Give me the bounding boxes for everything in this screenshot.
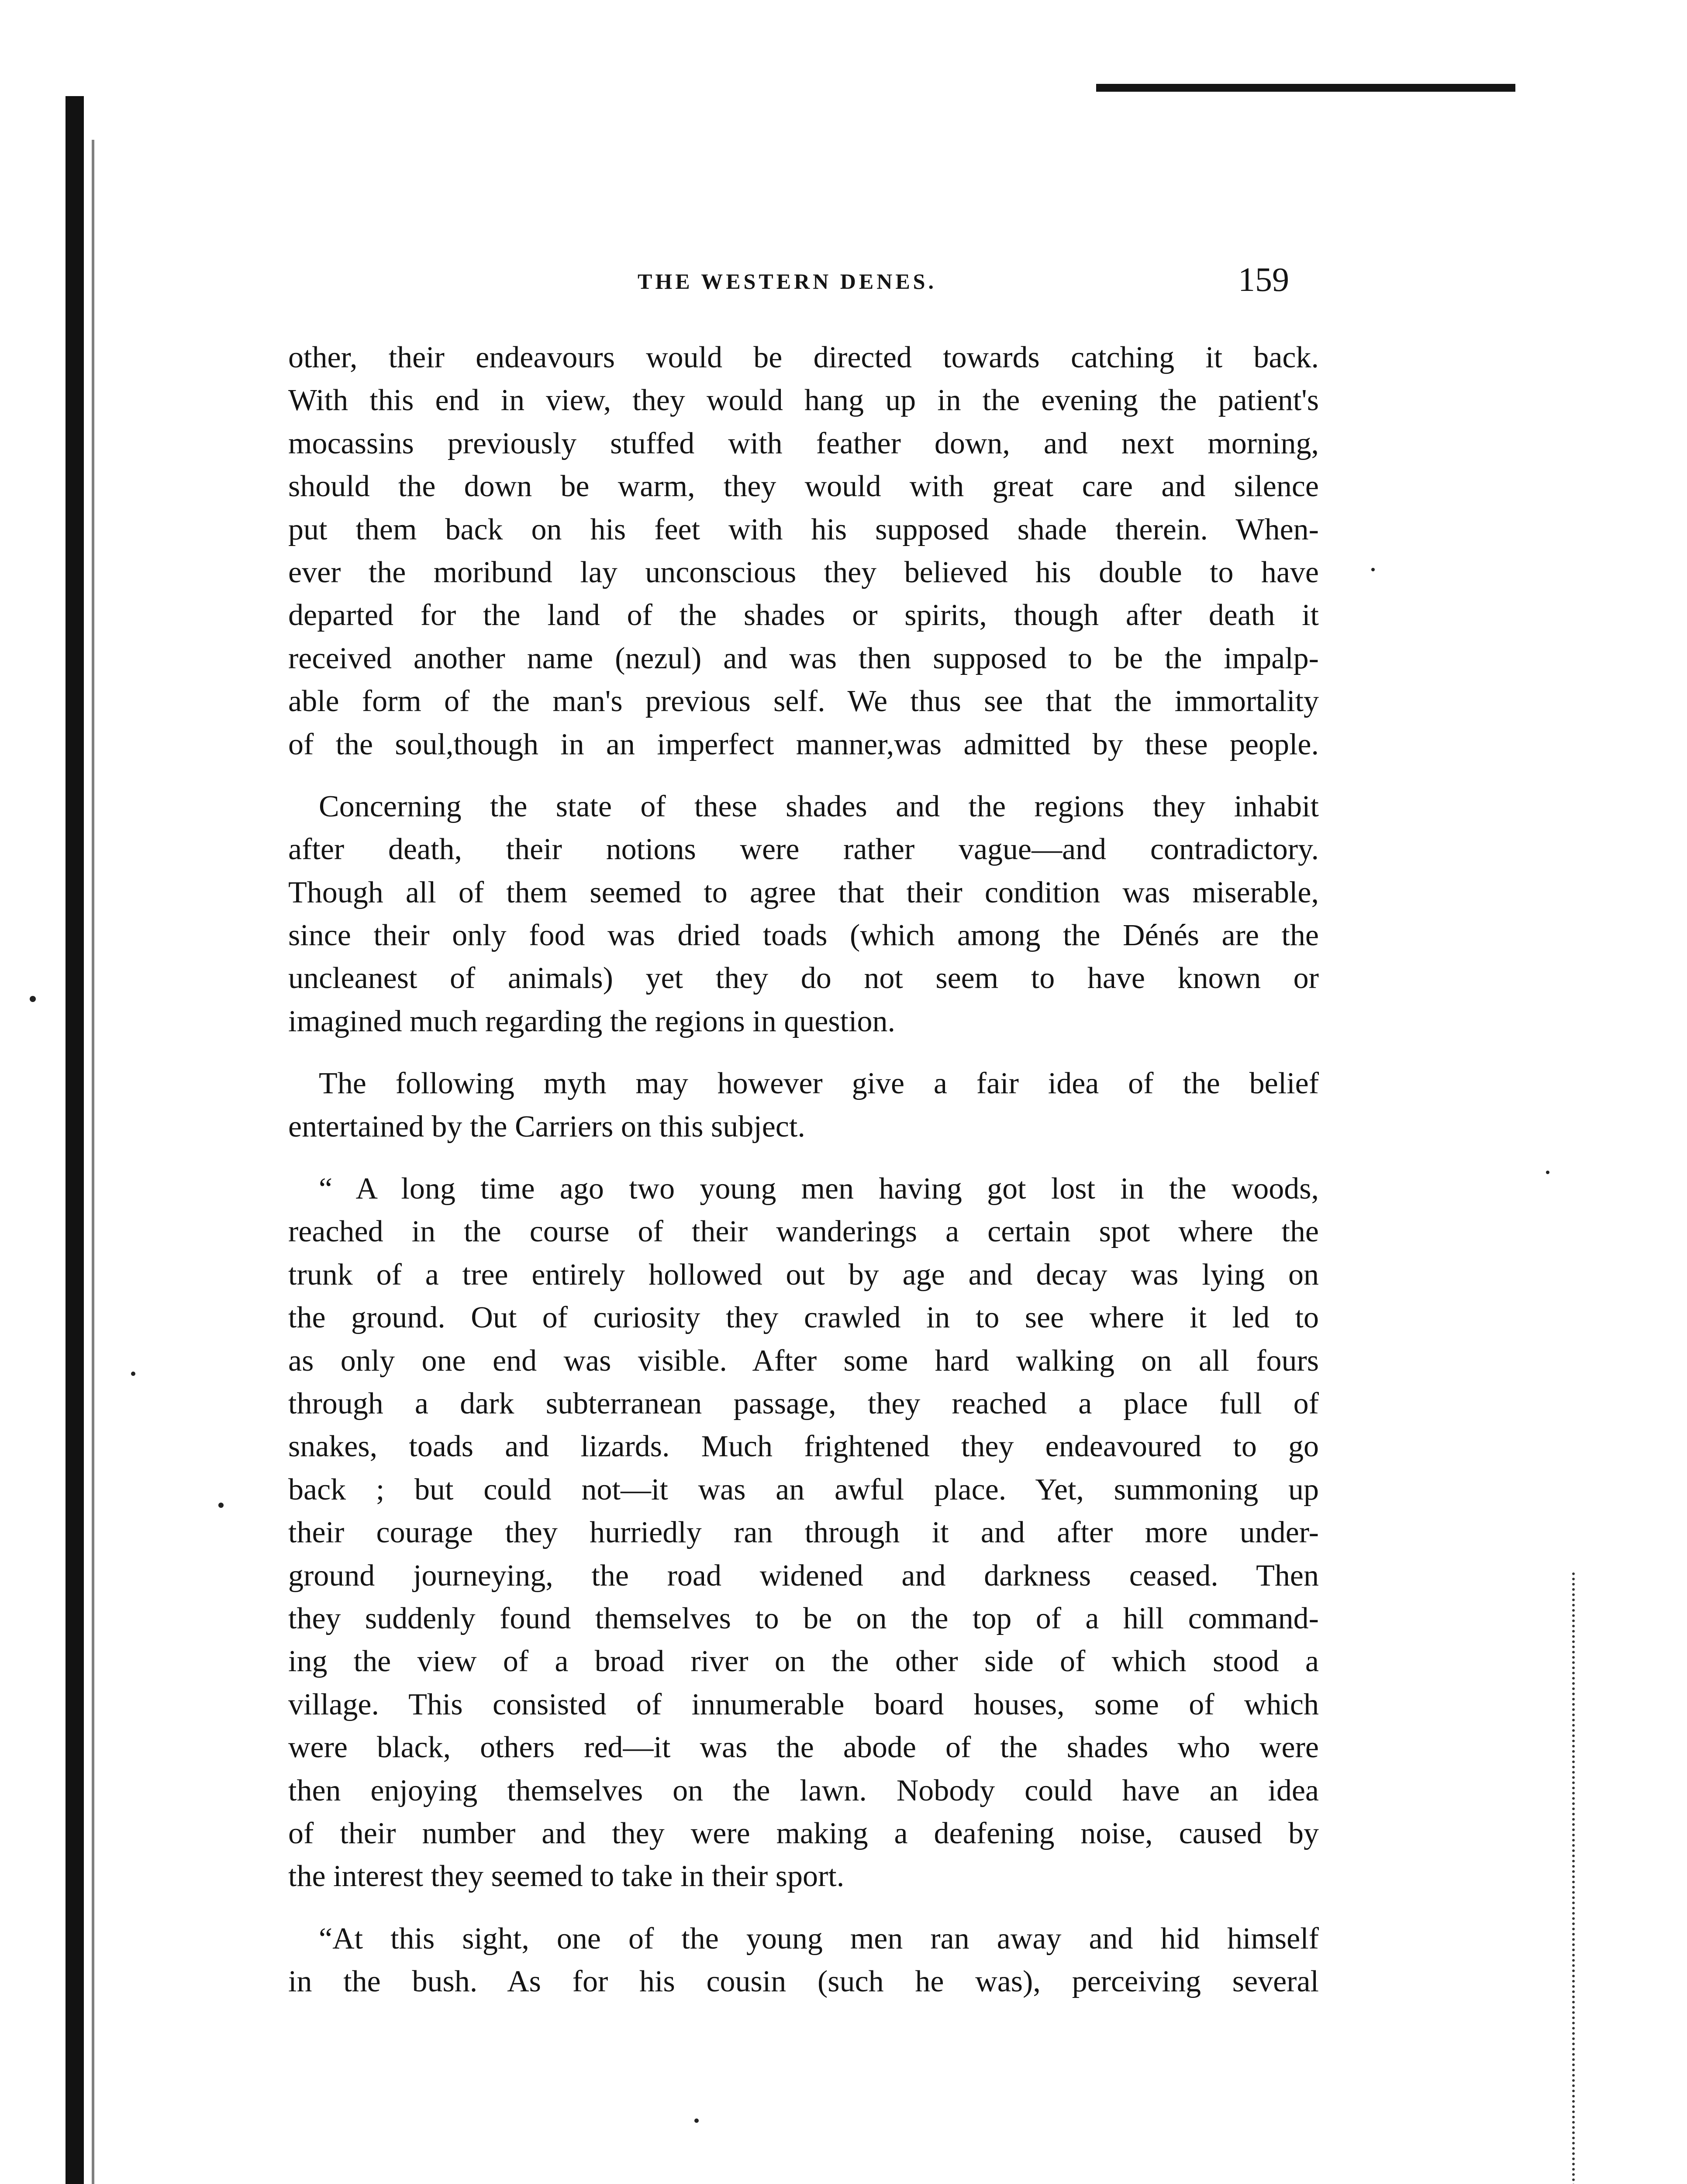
scan-speck [694,2118,699,2123]
text-line: village. This consisted of innumerable board houses, some of which [288,1687,1319,1721]
text-line: snakes, toads and lizards. Much frightened they endeavoured to go [288,1430,1319,1464]
text-line: The following myth may however give a fair idea of the belief [319,1067,1319,1101]
text-line: ing the view of a broad river on the other side of which stood a [288,1645,1319,1679]
text-line: entertained by the Carriers on this subject. [288,1109,805,1144]
running-head: THE WESTERN DENES. [638,269,937,294]
text-line: in the bush. As for his cousin (such he was), perceiving several [288,1965,1319,1999]
text-line: Though all of them seemed to agree that their condition was miserable, [288,875,1319,909]
text-line: other, their endeavours would be directed towards catching it back. [288,341,1319,374]
text-line: should the down be warm, they would with great care and silence [288,470,1319,504]
text-line: Concerning the state of these shades and the regions they inhabit [319,789,1319,823]
text-line: of their number and they were making a deafening noise, caused by [288,1816,1319,1850]
scan-binding-edge [66,96,84,2184]
page-number: 159 [1238,260,1289,298]
scan-binding-shadow [92,140,94,2184]
text-line: of the soul,though in an imperfect manner,was admitted by these people. [288,727,1319,761]
text-line: able form of the man's previous self. We thus see that the immortality [288,684,1319,719]
text-line: ever the moribund lay unconscious they believed his double to have [288,555,1319,589]
scan-right-edge [1572,1572,1577,2184]
scan-speck [30,996,36,1002]
scan-speck [1371,568,1375,571]
text-line: mocassins previously stuffed with feather down, and next morning, [288,426,1319,460]
text-line: since their only food was dried toads (which among the Dénés are the [288,919,1319,953]
text-line: then enjoying themselves on the lawn. Nobody could have an idea [288,1773,1319,1807]
text-line: were black, others red—it was the abode of the shades who were [288,1731,1319,1765]
text-line: the ground. Out of curiosity they crawled in to see where it led to [288,1301,1319,1335]
paragraph [288,1168,1319,1898]
scan-top-edge [1096,84,1515,92]
text-line: as only one end was visible. After some hard walking on all fours [288,1344,1319,1378]
text-line: put them back on his feet with his supposed shade therein. When- [288,512,1319,546]
text-line: trunk of a tree entirely hollowed out by age and decay was lying on [288,1258,1319,1292]
text-line: uncleanest of animals) yet they do not seem to have known or [288,961,1319,995]
scan-speck [218,1503,224,1508]
text-line: they suddenly found themselves to be on the top of a hill command- [288,1601,1319,1635]
text-line: imagined much regarding the regions in question. [288,1004,895,1038]
paragraph [288,1062,1319,1148]
text-line: reached in the course of their wanderings a certain spot where the [288,1215,1319,1249]
page-body [288,336,1319,2022]
text-line: through a dark subterranean passage, they reached a place full of [288,1386,1319,1420]
paragraph [288,336,1319,766]
text-line: after death, their notions were rather vague—and contradictory. [288,833,1319,867]
text-line: back ; but could not—it was an awful place. Yet, summoning up [288,1472,1319,1507]
paragraph [288,1918,1319,2004]
text-line: ground journeying, the road widened and darkness ceased. Then [288,1559,1319,1593]
text-line: received another name (nezul) and was then supposed to be the impalp- [288,641,1319,675]
text-line: the interest they seemed to take in their sport. [288,1859,845,1894]
text-line: their courage they hurriedly ran through it and after more under- [288,1516,1319,1550]
scan-speck [1546,1171,1549,1174]
text-line: “At this sight, one of the young men ran away and hid himself [319,1921,1319,1956]
scan-speck [131,1372,135,1376]
paragraph [288,785,1319,1043]
text-line: “ A long time ago two young men having got lost in the woods, [319,1172,1319,1206]
text-line: With this end in view, they would hang up in the evening the patient's [288,384,1319,418]
text-line: departed for the land of the shades or spirits, though after death it [288,598,1319,632]
